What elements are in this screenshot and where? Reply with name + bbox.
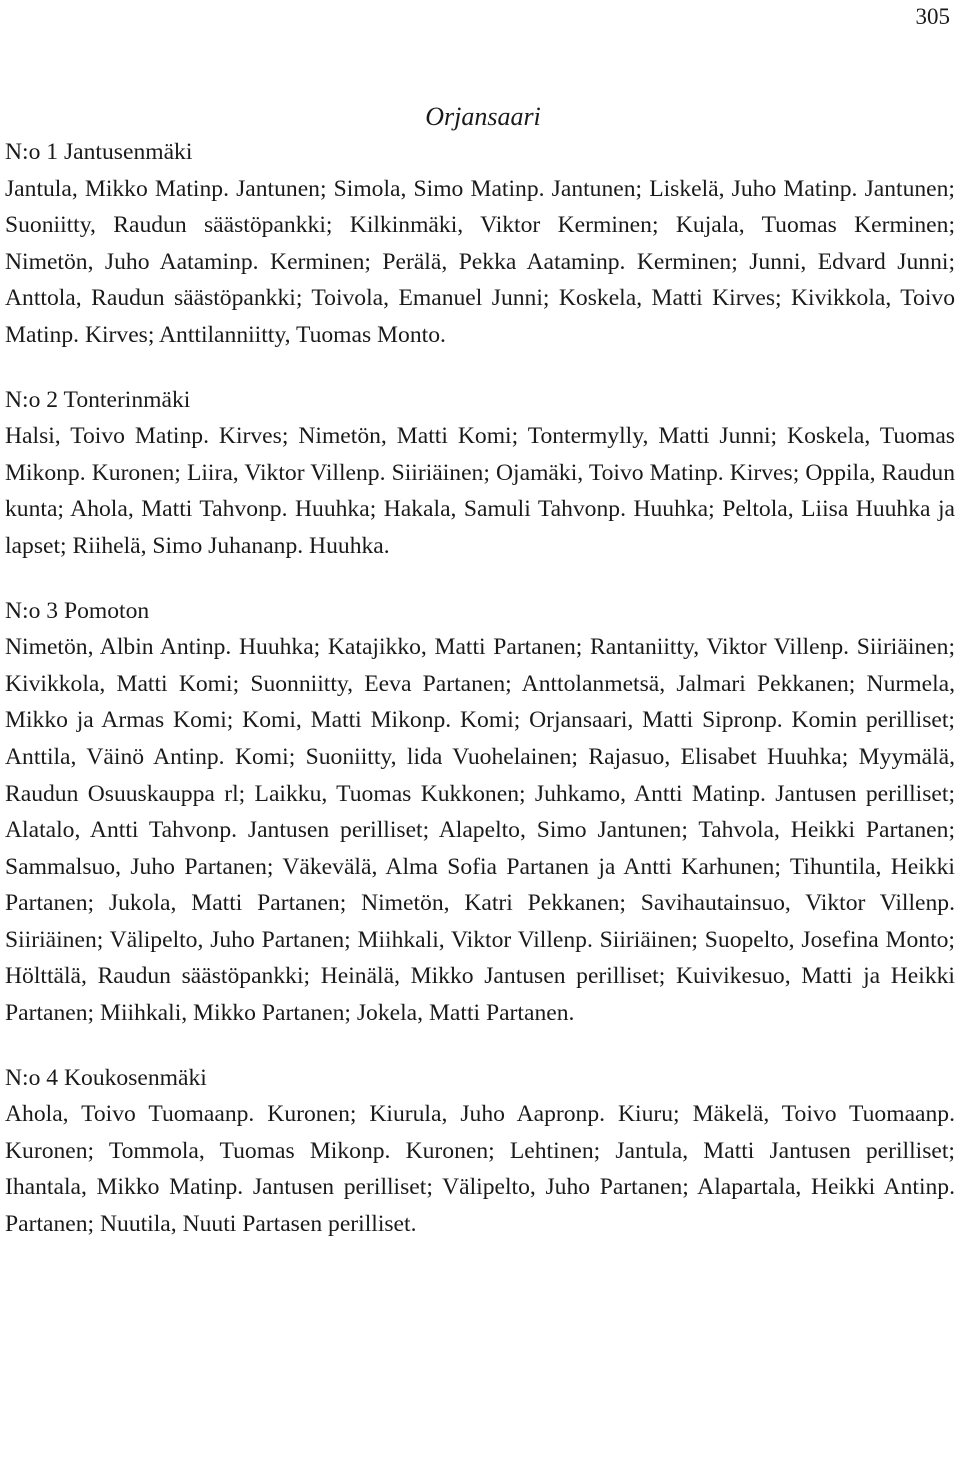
section-heading: N:o 4 Koukosenmäki [5, 1064, 207, 1091]
section-body: Ahola, Toivo Tuomaanp. Kuronen; Kiurula, Juho Aapronp. Kiuru; Mäkelä, Toivo Tuomaanp. Kuronen; Tommola, Tuomas Mikonp. Kuronen; Lehtinen; Jantula, Matti Jantusen perilliset; Ihantala, Mikko Matinp. Jantusen perilliset; Välipelto, Juho Partanen; Alapartala, Heikki Antinp. Partanen; Nuutila, Nuuti Partasen perilliset. [5, 1101, 955, 1238]
section-jantusenmaki [5, 134, 955, 354]
section-body: Nimetön, Albin Antinp. Huuhka; Katajikko, Matti Partanen; Rantaniitty, Viktor Villenp. Siiriäinen; Kivikkola, Matti Komi; Suonniitty, Eeva Partanen; Anttolanmetsä, Jalmari Pekkanen; Nurmela, Mikko ja Armas Komi; Komi, Matti Mikonp. Komi; Orjansaari, Matti Sipronp. Komin perilliset; Anttila, Väinö Antinp. Komi; Suoniitty, lida Vuohelainen; Rajasuo, Elisabet Huuhka; Myymälä, Raudun Osuuskauppa rl; Laikku, Tuomas Kukkonen; Juhkamo, Antti Matinp. Jantusen perilliset; Alatalo, Antti Tahvonp. Jantusen perilliset; Alapelto, Simo Jantunen; Tahvola, Heikki Partanen; Sammalsuo, Juho Partanen; Väkevälä, Alma Sofia Partanen ja Antti Karhunen; Tihuntila, Heikki Partanen; Jukola, Matti Partanen; Nimetön, Katri Pekkanen; Savihautainsuo, Viktor Villenp. Siiriäinen; Välipelto, Juho Partanen; Miihkali, Viktor Villenp. Siiriäinen; Suopelto, Josefina Monto; Hölttälä, Raudun säästöpankki; Heinälä, Mikko Jantusen perilliset; Kuivikesuo, Matti ja Heikki Partanen; Miihkali, Mikko Partanen; Jokela, Matti Partanen. [5, 634, 955, 1027]
section-body: Jantula, Mikko Matinp. Jantunen; Simola, Simo Matinp. Jantunen; Liskelä, Juho Matinp. Jantunen; Suoniitty, Raudun säästöpankki; Kilkinmäki, Viktor Kerminen; Kujala, Tuomas Kerminen; Nimetön, Juho Aataminp. Kerminen; Perälä, Pekka Aataminp. Kerminen; Junni, Edvard Junni; Anttola, Raudun säästöpankki; Toivola, Emanuel Junni; Koskela, Matti Kirves; Kivikkola, Toivo Matinp. Kirves; Anttilanniitty, Tuomas Monto. [5, 175, 955, 348]
page-title-text: Orjansaari [425, 102, 541, 131]
section-tonterinmaki [5, 382, 955, 565]
section-heading: N:o 2 Tonterinmäki [5, 386, 191, 413]
document-content [5, 134, 955, 1243]
section-body: Halsi, Toivo Matinp. Kirves; Nimetön, Matti Komi; Tontermylly, Matti Junni; Koskela, Tuomas Mikonp. Kuronen; Liira, Viktor Villenp. Siiriäinen; Ojamäki, Toivo Matinp. Kirves; Oppila, Raudun kunta; Ahola, Matti Tahvonp. Huuhka; Hakala, Samuli Tahvonp. Huuhka; Peltola, Liisa Huuhka ja lapset; Riihelä, Simo Juhananp. Huuhka. [5, 423, 955, 559]
section-pomoton [5, 593, 955, 1032]
section-koukosenmaki [5, 1060, 955, 1243]
section-heading: N:o 1 Jantusenmäki [5, 139, 193, 165]
page-number: 305 [915, 4, 950, 29]
page-title [0, 100, 960, 134]
section-heading: N:o 3 Pomoton [5, 597, 150, 624]
